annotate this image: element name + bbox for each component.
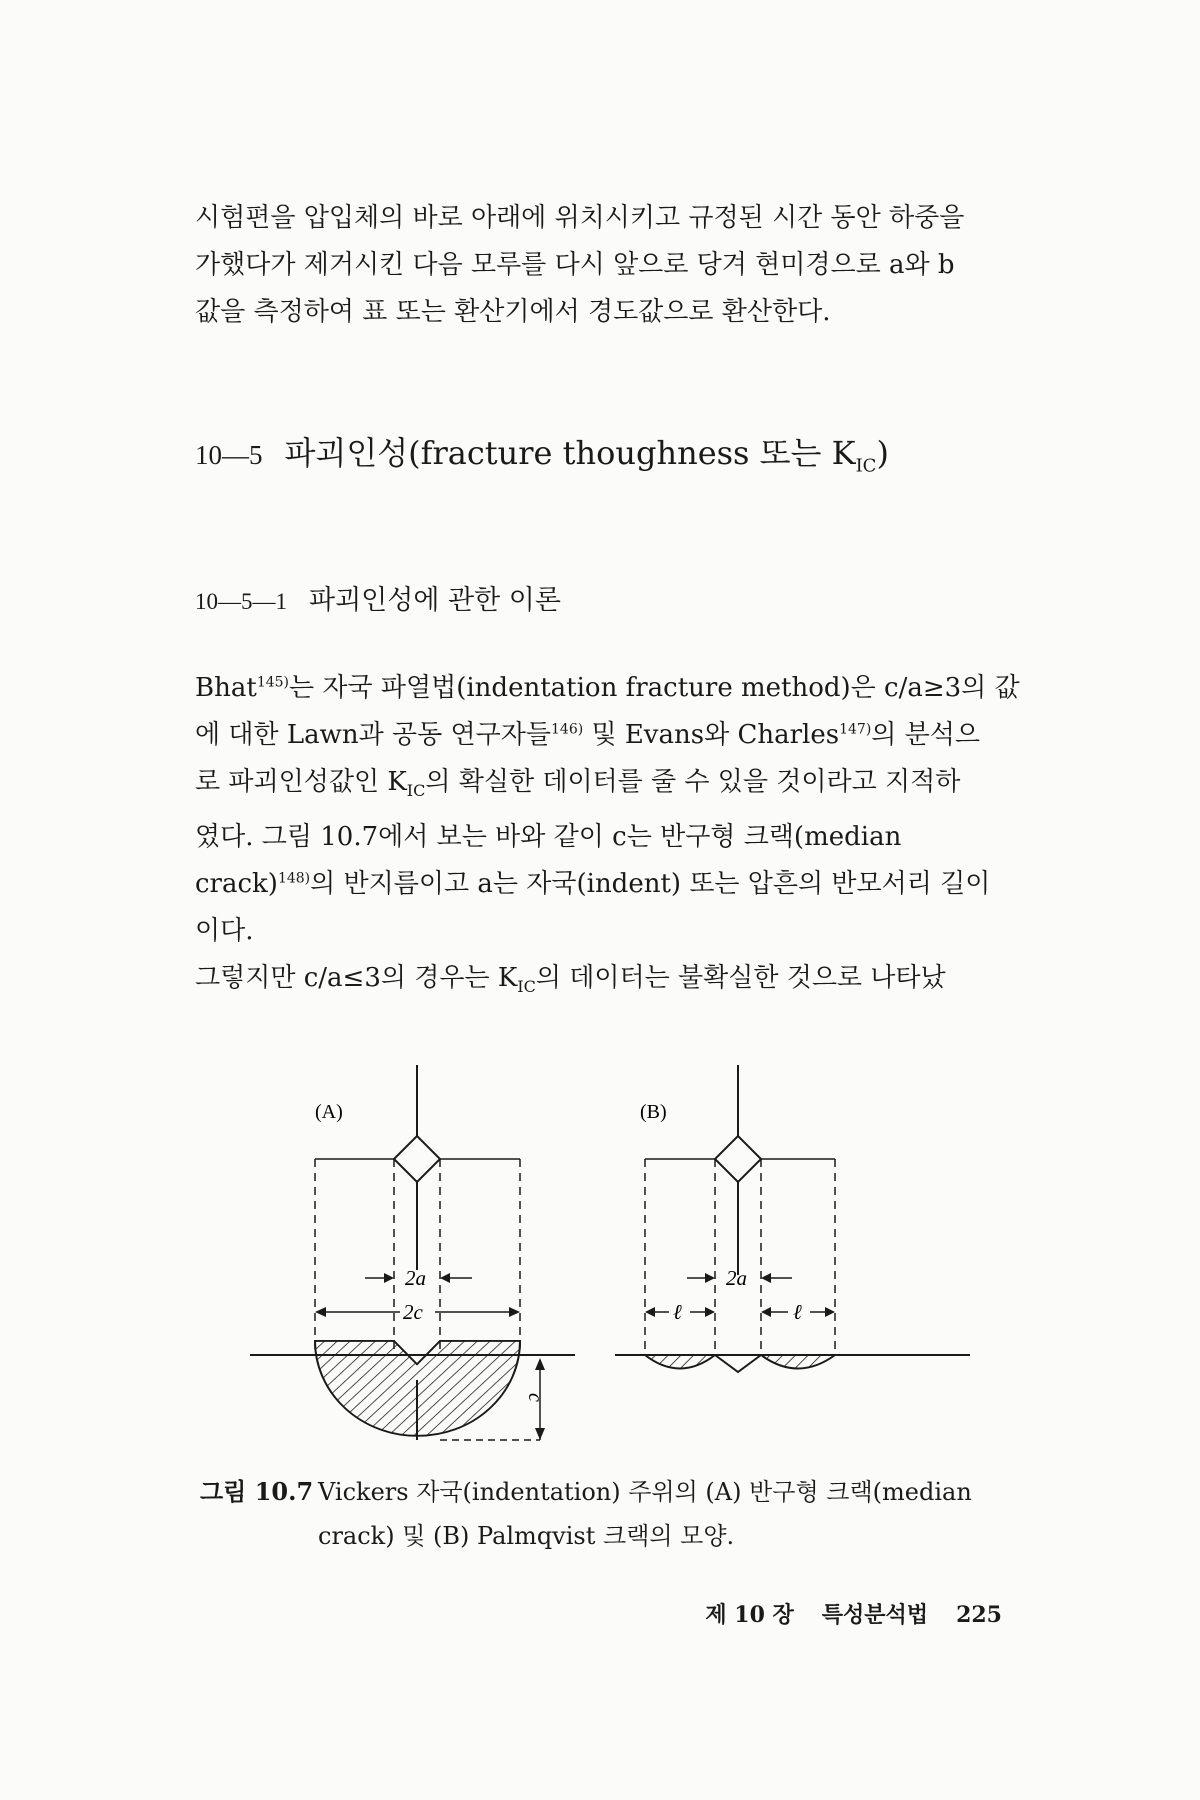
palmqvist-crack-left	[645, 1355, 715, 1369]
body-text: 의 확실한 데이터를 줄 수 있을 것이라고 지적하	[425, 767, 961, 797]
body-paragraph	[195, 665, 1023, 1010]
arrowhead	[705, 1307, 715, 1317]
figure-vickers-cracks	[250, 1060, 970, 1450]
subsection-title: 파괴인성에 관한 이론	[309, 585, 561, 616]
body-line-6: 이다.	[195, 916, 254, 947]
label-2a: 2a	[726, 1266, 747, 1290]
body-line-4: 였다. 그림 10.7에서 보는 바와 같이 c는 반구형 크랙(median	[195, 822, 902, 853]
caption-label: 그림 10.7	[200, 1477, 314, 1506]
body-line-2	[195, 712, 1023, 759]
indenter-diamond	[394, 1136, 440, 1182]
arrowhead	[535, 1428, 545, 1440]
body-text: 로 파괴인성값인 K	[195, 767, 407, 797]
citation-ref: 146)	[551, 721, 584, 738]
citation-ref: 147)	[839, 721, 872, 738]
body-line-1	[195, 665, 1023, 712]
body-text: 및 Evans와 Charles	[583, 720, 840, 750]
panel-a-label: (A)	[315, 1101, 343, 1123]
arrowhead	[384, 1273, 394, 1283]
body-text: crack)	[195, 869, 278, 900]
footer-chapter: 제 10 장	[705, 1602, 794, 1628]
arrowhead	[509, 1307, 520, 1317]
page-footer	[705, 1598, 1002, 1629]
label-l-left: ℓ	[673, 1300, 682, 1324]
panel-a	[250, 1065, 575, 1440]
body-text: 의 반지름이고 a는 자국(indent) 또는 압흔의 반모서리 길이	[310, 869, 991, 900]
arrowhead	[440, 1273, 450, 1283]
body-text: 그렇지만 c/a≤3의 경우는 K	[195, 963, 518, 994]
label-c: c	[524, 1393, 546, 1402]
subscript: IC	[406, 781, 426, 801]
arrowhead	[705, 1273, 715, 1283]
body-text: 에 대한 Lawn과 공동 연구자들	[195, 720, 551, 750]
body-line-5	[195, 861, 1023, 908]
arrowhead	[825, 1307, 835, 1317]
arrowhead	[645, 1307, 655, 1317]
arrowhead	[761, 1307, 771, 1317]
palmqvist-crack-right	[761, 1355, 835, 1369]
section-number: 10—5	[195, 440, 263, 470]
panel-b-label: (B)	[640, 1101, 667, 1123]
arrowhead	[761, 1273, 771, 1283]
section-title: 파괴인성(fracture thoughness 또는 K	[284, 434, 856, 472]
indent-profile	[715, 1355, 761, 1372]
arrowhead	[535, 1358, 545, 1370]
subsection-number: 10—5—1	[195, 589, 287, 614]
body-text: 의 분석으	[871, 720, 981, 750]
caption-line-2: crack) 및 (B) Palmqvist 크랙의 모양.	[318, 1522, 735, 1550]
footer-chapter-title: 특성분석법	[821, 1602, 929, 1628]
caption-line-1: Vickers 자국(indentation) 주위의 (A) 반구형 크랙(median	[318, 1478, 972, 1506]
intro-line-1: 시험편을 압입체의 바로 아래에 위치시키고 규정된 시간 동안 하중을	[195, 203, 965, 233]
page-number: 225	[956, 1602, 1002, 1628]
intro-paragraph	[195, 195, 1023, 336]
arrowhead	[315, 1307, 326, 1317]
indenter-diamond	[715, 1136, 761, 1182]
body-line-7	[195, 955, 1023, 1010]
citation-ref: 148)	[277, 870, 311, 887]
section-heading	[195, 428, 889, 476]
figure-caption	[200, 1470, 1030, 1558]
body-line-3	[195, 759, 1023, 814]
citation-ref: 145)	[256, 674, 289, 691]
body-text: Bhat	[195, 673, 257, 703]
body-text: 의 데이터는 불확실한 것으로 나타났	[535, 963, 946, 994]
label-l-right: ℓ	[793, 1300, 802, 1324]
body-text: 는 자국 파열법(indentation fracture method)은 c/a≥3의 값	[289, 673, 1020, 703]
section-title-close: )	[876, 434, 889, 472]
section-title-subscript: IC	[855, 455, 877, 477]
intro-line-3: 값을 측정하여 표 또는 환산기에서 경도값으로 환산한다.	[195, 297, 831, 327]
label-2c: 2c	[403, 1300, 423, 1324]
subsection-heading	[195, 578, 561, 617]
label-2a: 2a	[405, 1266, 426, 1290]
panel-b	[615, 1065, 970, 1372]
subscript: IC	[517, 977, 536, 997]
intro-line-2: 가했다가 제거시킨 다음 모루를 다시 앞으로 당겨 현미경으로 a와 b	[195, 250, 955, 280]
